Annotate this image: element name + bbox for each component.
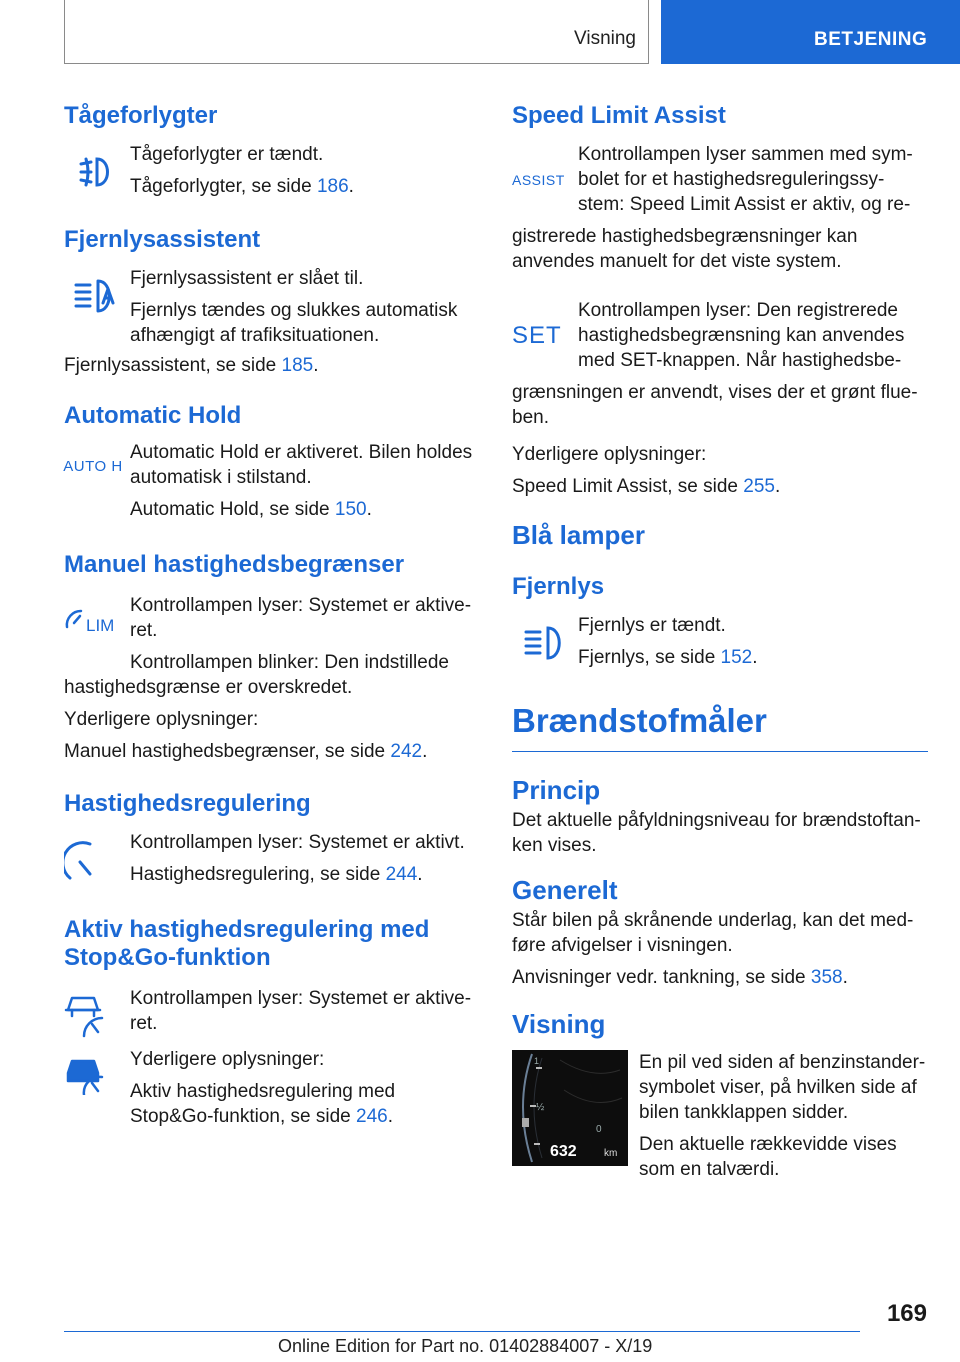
acc-status-text: Kontrollampen lyser: Systemet er aktive-ret.: [130, 988, 472, 1034]
entry-cruise-control: [64, 830, 478, 894]
entry-acc-info: [64, 1047, 478, 1136]
hba-page-link[interactable]: 185: [281, 355, 314, 376]
sla-page-link[interactable]: 255: [743, 476, 775, 497]
right-column: [512, 102, 928, 1182]
acc-reference: Aktiv hastighedsregulering med Stop&Go-funktion, se side 246.: [130, 1081, 396, 1127]
limiter-reference: Manuel hastighedsbegrænser, se side 242.: [64, 741, 428, 762]
principle-text: Det aktuelle påfyldningsniveau for brændstoftan-ken vises.: [512, 810, 921, 856]
cruise-status-text: Kontrollampen lyser: Systemet er aktivt.: [130, 832, 465, 853]
auto-hold-status-text: Automatic Hold er aktiveret. Bilen holdes automatisk i stilstand.: [130, 442, 473, 488]
hba-reference: Fjernlysassistent, se side 185.: [64, 355, 319, 376]
heading-active-cruise-control: Aktiv hastighedsregulering med Stop&Go-funktion: [64, 916, 430, 971]
display-range-text: Den aktuelle rækkevidde vises som en talværdi.: [639, 1134, 897, 1180]
limiter-blink-text-cont: hastighedsgrænse er overskredet.: [64, 677, 353, 698]
heading-fog-lights: Tågeforlygter: [64, 102, 218, 129]
acc-filled-icon: [64, 1047, 130, 1103]
entry-fog-lights: [64, 142, 478, 206]
gauge-mark-full: 1: [534, 1056, 540, 1066]
sla-reference: Speed Limit Assist, se side 255.: [512, 476, 781, 497]
sla-assist-text-cont: gistrerede hastighedsbegrænsninger kan anvendes manuelt for det viste system.: [512, 226, 858, 272]
entry-acc-active: [64, 986, 478, 1043]
header-chapter-title: BETJENING: [814, 29, 928, 50]
left-column: [64, 102, 478, 1136]
heading-cruise-control: Hastighedsregulering: [64, 790, 311, 817]
heading-fuel-gauge: Brændstofmåler: [512, 702, 767, 739]
high-beam-reference: Fjernlys, se side 152.: [578, 647, 758, 668]
fog-page-link[interactable]: 186: [316, 176, 349, 197]
gauge-mark-empty: 0: [596, 1124, 602, 1135]
entry-automatic-hold: [64, 440, 478, 529]
gauge-range-value: 632: [550, 1143, 577, 1160]
section-divider: [512, 751, 928, 752]
limiter-more-info: Yderligere oplysninger:: [64, 709, 259, 730]
limiter-blink-text: Kontrollampen blinker: Den indstillede: [130, 652, 449, 673]
fuel-pump-symbol: [522, 1118, 529, 1127]
heading-general: Generelt: [512, 875, 618, 905]
gauge-range-unit: km: [604, 1148, 618, 1159]
gauge-mark-half: ½: [536, 1102, 545, 1113]
auto-hold-reference: Automatic Hold, se side 150.: [130, 499, 372, 520]
heading-high-beam-assistant: Fjernlysassistent: [64, 226, 261, 253]
header-section-box: [64, 0, 649, 64]
general-text: Står bilen på skrånende underlag, kan det med-føre afvigelser i visningen.: [512, 910, 914, 956]
heading-blue-lamps: Blå lamper: [512, 520, 645, 550]
footer-edition: Online Edition for Part no. 01402884007 - X/19: [278, 1336, 653, 1356]
entry-display: [512, 1050, 928, 1182]
page-number: 169: [886, 1300, 927, 1327]
assist-icon: ASSIST: [512, 171, 565, 188]
acc-page-link[interactable]: 246: [356, 1106, 388, 1127]
fog-reference: Tågeforlygter, se side 186.: [130, 176, 354, 197]
heading-principle: Princip: [512, 775, 601, 805]
high-beam-status-text: Fjernlys er tændt.: [578, 615, 726, 636]
general-reference: Anvisninger vedr. tankning, se side 358.: [512, 967, 848, 988]
refuel-page-link[interactable]: 358: [810, 967, 843, 988]
fog-light-icon: [64, 142, 130, 202]
heading-automatic-hold: Automatic Hold: [64, 402, 242, 429]
svg-text:LIM: LIM: [86, 616, 115, 635]
cruise-page-link[interactable]: 244: [385, 864, 418, 885]
heading-display: Visning: [512, 1009, 606, 1039]
display-arrow-text: En pil ved siden af benzinstander-symbolet viser, på hvilken side af bilen tankklappen sidder.: [639, 1052, 926, 1123]
sla-set-text: Kontrollampen lyser: Den registrerede hastighedsbegrænsning kan anvendes med SET-knappen. Når hastighedsbe-: [578, 300, 905, 371]
cruise-control-icon: [64, 830, 130, 890]
entry-high-beam-assistant: [64, 266, 478, 355]
heading-high-beam: Fjernlys: [512, 573, 605, 600]
header-section-title: Visning: [574, 28, 636, 49]
heading-speed-limiter: Manuel hastighedsbegrænser: [64, 551, 405, 578]
header-chapter-tab: [661, 0, 960, 64]
auto-hold-page-link[interactable]: 150: [334, 499, 367, 520]
entry-sla-set: [512, 298, 928, 380]
sla-set-text-cont: grænsningen er anvendt, vises der et grønt flue-ben.: [512, 382, 918, 428]
entry-sla-assist: [512, 142, 928, 224]
sla-more-info: Yderligere oplysninger:: [512, 444, 707, 465]
cruise-reference: Hastighedsregulering, se side 244.: [130, 864, 423, 885]
high-beam-assistant-icon: [64, 266, 130, 326]
set-icon: SET: [512, 321, 562, 349]
acc-outline-icon: [64, 986, 130, 1042]
fuel-gauge-image: [512, 1050, 628, 1166]
acc-more-info: Yderligere oplysninger:: [130, 1049, 325, 1070]
fog-status-text: Tågeforlygter er tændt.: [130, 144, 324, 165]
sla-assist-text: Kontrollampen lyser sammen med sym-bolet for et hastighedsreguleringssy-stem: Speed Limit Assist er aktiv, og re-: [578, 144, 913, 215]
limiter-page-link[interactable]: 242: [390, 741, 423, 762]
hba-status-text: Fjernlysassistent er slået til.: [130, 268, 364, 289]
entry-speed-limiter: [64, 593, 478, 675]
footer-rule: [64, 1331, 860, 1332]
limiter-lit-text: Kontrollampen lyser: Systemet er aktive-ret.: [130, 595, 472, 641]
speed-limiter-icon: [64, 593, 130, 643]
hba-description: Fjernlys tændes og slukkes automatisk afhængigt af trafiksituationen.: [130, 300, 458, 346]
auto-hold-icon: AUTO H: [63, 457, 123, 475]
entry-high-beam: [512, 613, 928, 677]
high-beam-icon: [512, 613, 578, 673]
heading-speed-limit-assist: Speed Limit Assist: [512, 102, 726, 129]
high-beam-page-link[interactable]: 152: [720, 647, 753, 668]
